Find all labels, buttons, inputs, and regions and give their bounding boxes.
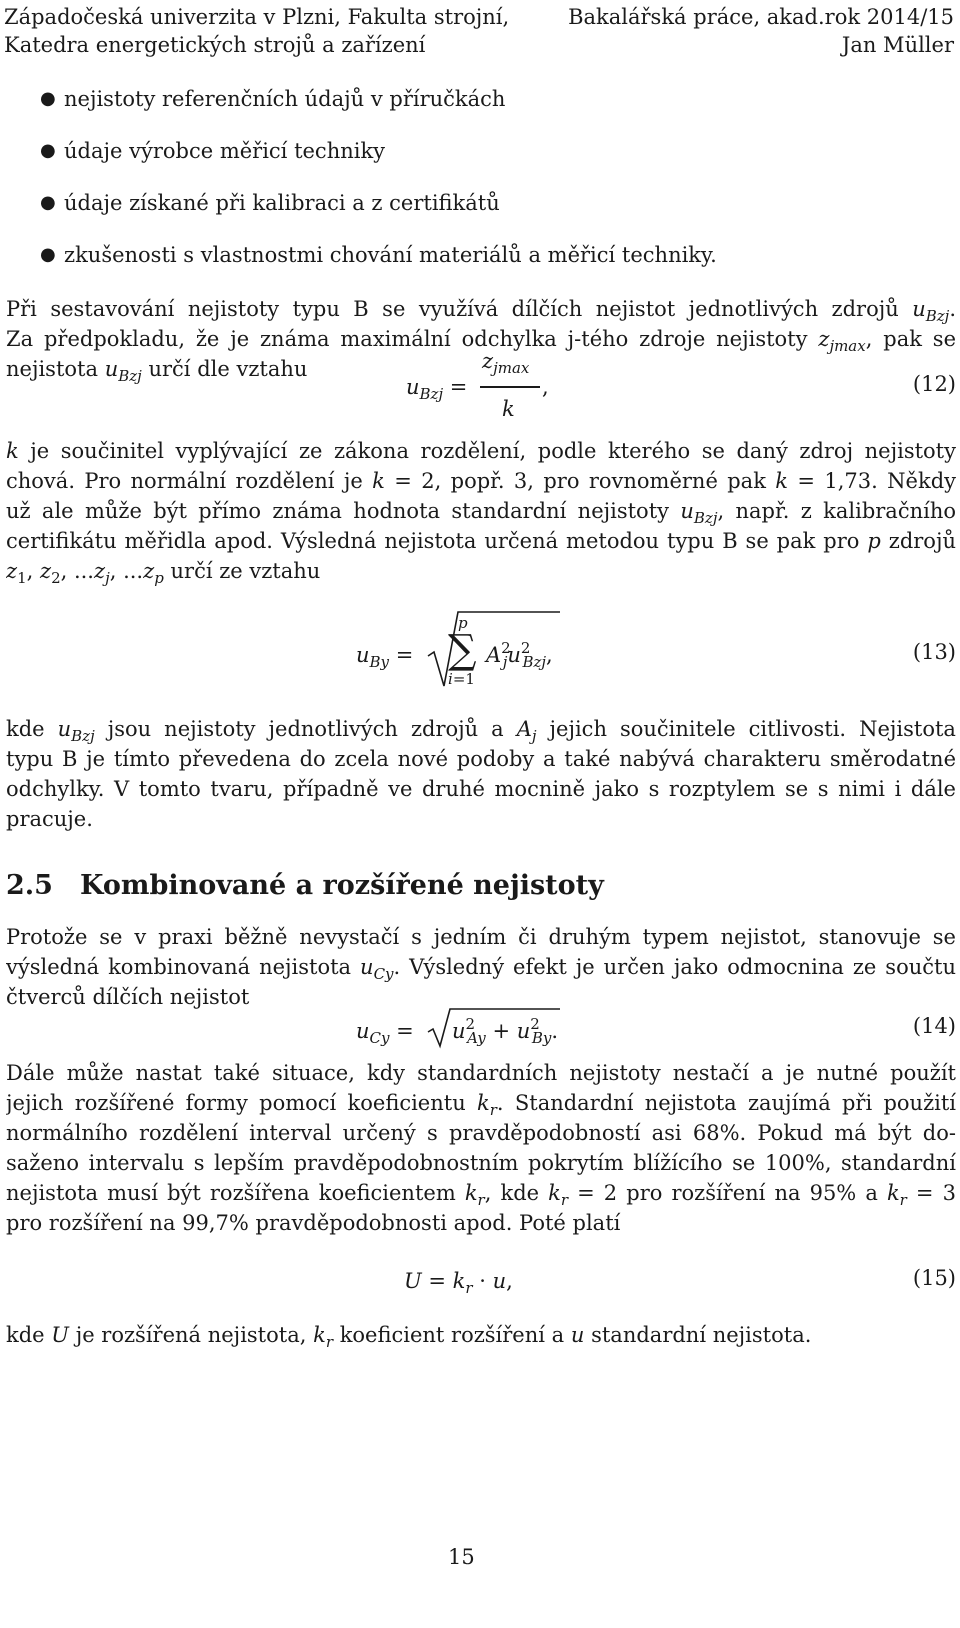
bullet-icon: ●	[40, 140, 56, 161]
equation-number: (13)	[912, 640, 956, 664]
equation-number: (12)	[912, 372, 956, 396]
equation-number: (14)	[912, 1014, 956, 1038]
paragraph-expanded-uncertainty: Dále může nastat také situace, kdy standardních nejistoty nestačí a je nutné použít jejich rozšířené formy pomocí koeficientu $k_r$. Standardní nejistota zaujímá při použití normálního rozdělení interval určený s pravděpodobností asi 68%. Pokud má být do- saženo intervalu s lepším pravděpodobnostním pokrytím blížícího se 100%, standardní nejistota musí být rozšířena koeficientem $k_r$, kde $k_r = 2$ pro rozšíření na 95% a $k_r = 3$ pro rozšíření na 99,7% pravděpodobnosti apod. Poté platí	[6, 1061, 956, 1235]
bullet-icon: ●	[40, 192, 56, 213]
header-department: Katedra energetických strojů a zařízení	[4, 33, 426, 57]
paragraph-expanded-definition: kde U je rozšířená nejistota, $k_r$ koeficient rozšíření a u standardní nejistota.	[6, 1323, 812, 1350]
header-thesis-info: Bakalářská práce, akad.rok 2014/15	[568, 5, 954, 29]
list-item: údaje výrobce měřicí techniky	[64, 139, 386, 163]
list-item: zkušenosti s vlastnostmi chování materiálů a měřicí techniky.	[64, 243, 717, 267]
list-item: údaje získané při kalibraci a z certifikátů	[64, 191, 500, 215]
paragraph-coefficient-k: k je součinitel vyplývající ze zákona rozdělení, podle kterého se daný zdroj nejistoty chová. Pro normální rozdělení je k = 2, popř. 3, pro rovnoměrné pak k = 1,73. Někdy už ale může být přímo známa hodnota standardní nejistoty $u_{Bzj}$, např. z kalibračního certifikátu měřidla apod. Výsledná nejistota určená metodou typu B se pak pro p zdrojů $z_1$, $z_2$, $...z_j$, $...z_p$ určí ze vztahu	[6, 439, 956, 586]
page-number: 15	[448, 1545, 475, 1569]
document-page: Západočeská univerzita v Plzni, Fakulta strojní, Katedra energetických strojů a zařízení Bakalářská práce, akad.rok 2014/15 Jan Müller ● nejistoty referenčních údajů v příručkách ● údaje výrobce měřicí techniky ● údaje získané při kalibraci a z certifikátů ● zkušenosti s vlastnostmi chování materiálů a měřicí techniky. Při sestavování nejistoty typu B se využívá dílčích nejistot jednotlivých zdrojů $u_{Bzj}$. Za předpokladu, že je známa maximální odchylka j-tého zdroje nejistoty $z_{jmax}$, pak se nejistota $u_{Bzj}$ určí dle vztahu $u_{Bzj}$ = $z_{jmax}$ k , (12) k je součinitel vyplývající ze zákona rozdělení, podle kterého se daný zdroj nejistoty chová. Pro normální rozdělení je k = 2, popř. 3, pro rovnoměrné pak k = 1,73. Někdy už ale může být přímo známa hodnota standardní nejistoty $u_{Bzj}$, např. z kalibračního certifikátu měřidla apod. Výsledná nejistota určená metodou typu B se pak pro p zdrojů $z_1$, $z_2$, $...z_j$, $...z_p$ určí ze vztahu $u_{By}$ = p ∑ i=1 $A^2_ju^2_{Bzj}$, (13) kde $u_{Bzj}$ jsou nejistoty jednotlivých zdrojů a $A_j$ jejich součinitele citlivosti. Nejistota typu B je tímto převedena do zcela nové podoby a také nabývá charakteru směrodatné odchylky. V tomto tvaru, případně ve druhé mocnině jako s rozptylem se s nimi i dále pracuje. 2.5 Kombinované a rozšířené nejistoty Protože se v praxi běžně nevystačí s jedním či druhým typem nejistot, stanovuje se výsledná kombinovaná nejistota $u_{Cy}$. Výsledný efekt je určen jako odmocnina ze součtu čtverců dílčích nejistot $u_{Cy}$ = $u^2_{Ay} + u^2_{By}$. (14) Dále může nastat také situace, kdy standardních nejistoty nestačí a je nutné použít jejich rozšířené formy pomocí koeficientu $k_r$. Standardní nejistota zaujímá při použití normálního rozdělení interval určený s pravděpodobností asi 68%. Pokud má být do- saženo intervalu s lepším pravděpodobnostním pokrytím blížícího se 100%, standardní nejistota musí být rozšířena koeficientem $k_r$, kde $k_r = 2$ pro rozšíření na 95% a $k_r = 3$ pro rozšíření na 99,7% pravděpodobnosti apod. Poté platí $U = k_r \cdot u$, (15) kde U je rozšířená nejistota, $k_r$ koeficient rozšíření a u standardní nejistota. 15	[0, 0, 960, 1628]
bullet-icon: ●	[40, 244, 56, 265]
header-author: Jan Müller	[841, 33, 954, 57]
paragraph-sensitivity: kde $u_{Bzj}$ jsou nejistoty jednotlivých zdrojů a $A_j$ jejich součinitele citlivosti. Nejistota typu B je tímto převedena do zcela nové podoby a také nabývá charakteru směrodatné odchylky. V tomto tvaru, případně ve druhé mocnině jako s rozptylem se s nimi i dále pracuje.	[6, 717, 956, 831]
section-heading: 2.5 Kombinované a rozšířené nejistoty	[6, 870, 604, 901]
paragraph-combined-uncertainty: Protože se v praxi běžně nevystačí s jedním či druhým typem nejistot, stanovuje se výsledná kombinovaná nejistota $u_{Cy}$. Výsledný efekt je určen jako odmocnina ze součtu čtverců dílčích nejistot	[6, 925, 956, 1009]
list-item: nejistoty referenčních údajů v příručkách	[64, 87, 506, 111]
paragraph-type-b-intro: Při sestavování nejistoty typu B se využívá dílčích nejistot jednotlivých zdrojů $u_{Bzj}$. Za předpokladu, že je známa maximální odchylka j-tého zdroje nejistoty $z_{jmax}$, pak se nejistota $u_{Bzj}$ určí dle vztahu	[6, 297, 956, 384]
bullet-icon: ●	[40, 88, 56, 109]
equation-number: (15)	[912, 1266, 956, 1290]
header-institution: Západočeská univerzita v Plzni, Fakulta strojní,	[4, 5, 510, 29]
